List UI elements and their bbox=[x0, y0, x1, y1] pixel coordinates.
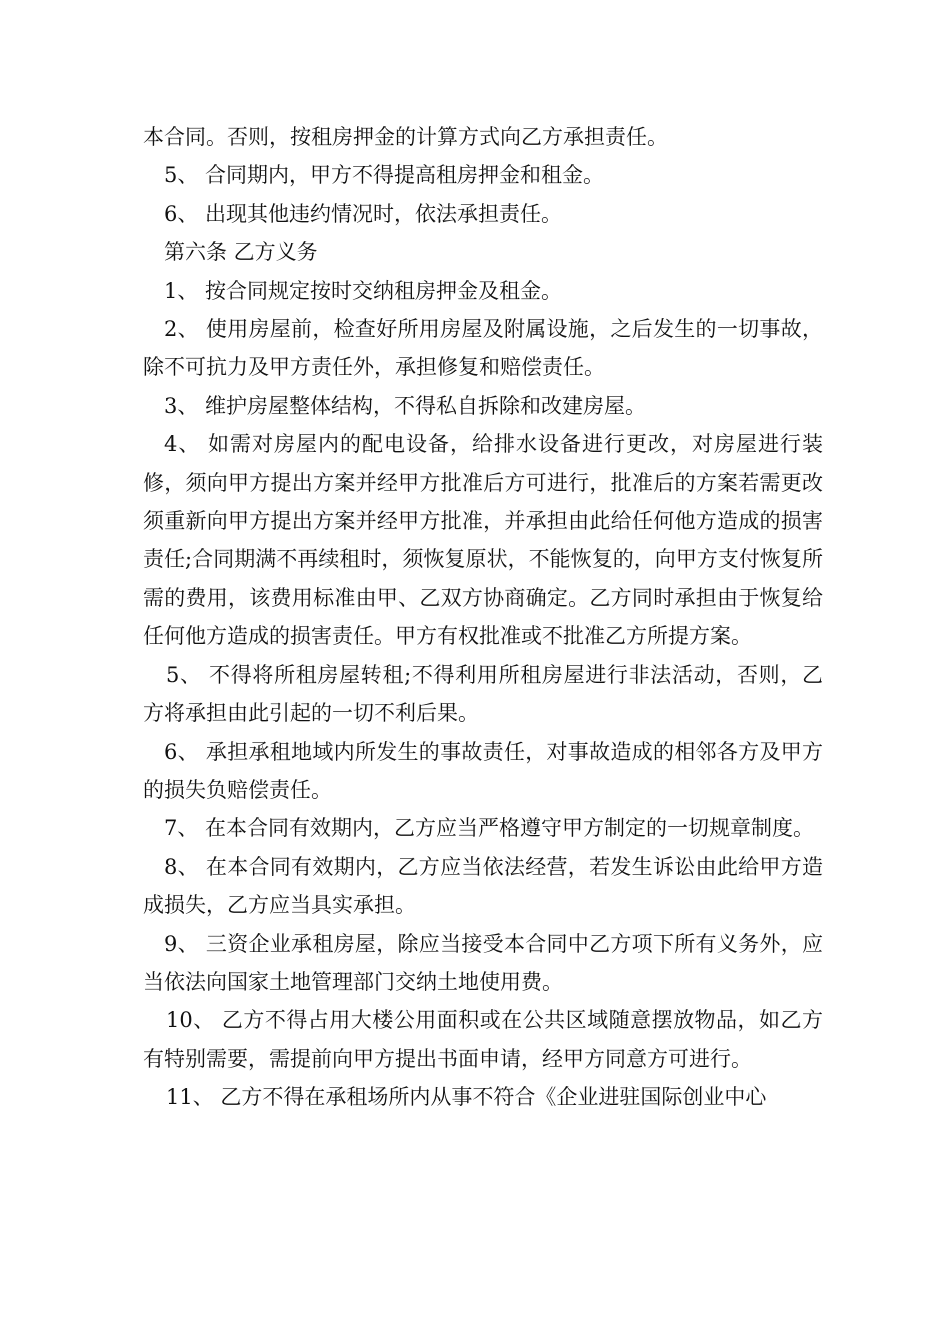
paragraph-item-11: 11、 乙方不得在承租场所内从事不符合《企业进驻国际创业中心 bbox=[166, 1085, 767, 1110]
paragraph-item-10: 10、 乙方不得占用大楼公用面积或在公共区域随意摆放物品，如乙方有特别需要，需提前向甲方提出书面申请，经甲方同意方可进行。 bbox=[143, 1008, 823, 1071]
paragraph-item-9: 9、 三资企业承租房屋，除应当接受本合同中乙方项下所有义务外，应当依法向国家土地管理部门交纳土地使用费。 bbox=[143, 931, 823, 994]
paragraph-item-1: 1、 按合同规定按时交纳租房押金及租金。 bbox=[164, 278, 563, 303]
section-heading: 第六条 乙方义务 bbox=[164, 240, 318, 265]
paragraph-item-6: 6、 出现其他违约情况时，依法承担责任。 bbox=[164, 201, 563, 226]
document-body bbox=[143, 118, 823, 1117]
paragraph-item-5-sub: 5、 不得将所租房屋转租;不得利用所租房屋进行非法活动，否则，乙方将承担由此引起的一切不利后果。 bbox=[143, 662, 823, 726]
paragraph-item-4: 4、 如需对房屋内的配电设备，给排水设备进行更改，对房屋进行装修，须向甲方提出方案并经甲方批准后方可进行，批准后的方案若需更改须重新向甲方提出方案并经甲方批准，并承担由此给任何他方造成的损害责任;合同期满不再续租时，须恢复原状，不能恢复的，向甲方支付恢复所需的费用，该费用标准由甲、乙双方协商确定。乙方同时承担由于恢复给任何他方造成的损害责任。甲方有权批准或不批准乙方所提方案。 bbox=[143, 432, 823, 649]
paragraph-item-7: 7、 在本合同有效期内，乙方应当严格遵守甲方制定的一切规章制度。 bbox=[164, 816, 815, 841]
paragraph-item-6-sub: 6、 承担承租地域内所发生的事故责任，对事故造成的相邻各方及甲方的损失负赔偿责任。 bbox=[143, 739, 823, 802]
paragraph-continuation: 本合同。否则，按租房押金的计算方式向乙方承担责任。 bbox=[143, 125, 668, 149]
paragraph-item-2: 2、 使用房屋前，检查好所用房屋及附属设施，之后发生的一切事故，除不可抗力及甲方责任外，承担修复和赔偿责任。 bbox=[143, 317, 823, 380]
paragraph-item-5: 5、 合同期内，甲方不得提高租房押金和租金。 bbox=[164, 163, 605, 188]
paragraph-item-3: 3、 维护房屋整体结构，不得私自拆除和改建房屋。 bbox=[164, 393, 647, 418]
paragraph-item-8: 8、 在本合同有效期内，乙方应当依法经营，若发生诉讼由此给甲方造成损失，乙方应当具实承担。 bbox=[143, 854, 823, 918]
